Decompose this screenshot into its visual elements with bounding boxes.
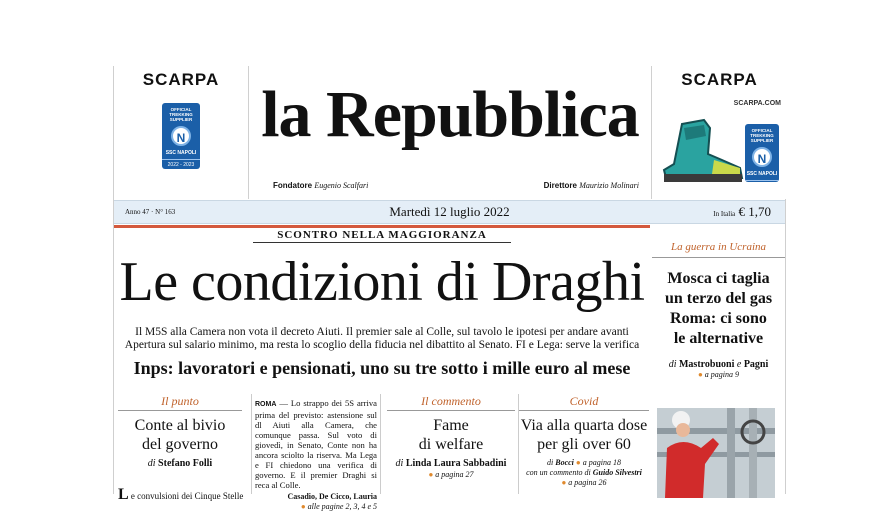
sidebar-label: La guerra in Ucraina [652,239,785,258]
column-title: Via alla quarta dose per gli over 60 [520,417,648,453]
ssc-napoli-badge: OFFICIAL TREKKING SUPPLIER N SSC NAPOLI 2022 - 2023 [162,103,200,169]
newspaper-front-page [113,66,786,511]
sidebar-ukraine[interactable] [652,239,785,494]
dateline-bar [114,200,785,224]
page-ref: ● a pagina 26 [561,478,607,487]
sidebar-headline: Mosca ci taglia un terzo del gas Roma: ci sono le alternative [664,270,773,347]
page-ref: ● a pagina 27 [428,470,474,479]
lead-kicker: SCONTRO NELLA MAGGIORANZA [253,229,511,243]
lead-headline[interactable]: Le condizioni di Draghi [119,251,645,313]
sponsor-site: SCARPA.COM [733,100,781,107]
scarpa-logo: SCARPA [681,70,758,89]
issue-number: Anno 47 · N° 163 [125,208,176,216]
column-il-punto[interactable] [118,394,242,494]
column-il-commento[interactable] [387,394,515,494]
trekking-boot-icon [660,116,744,186]
ssc-napoli-badge: OFFICIAL TREKKING SUPPLIER N SSC NAPOLI 2022 - 2023 [745,124,779,182]
column-title: Fame di welfare [418,417,484,453]
article-start: L e convulsioni dei Cinque Stelle [118,486,244,503]
second-headline[interactable]: Inps: lavoratori e pensionati, uno su tre sotto i mille euro al mese [133,358,631,378]
article-text: ROMA — Lo strappo dei 5S arriva prima del previsto: astensione sul dl Aiuti alla Camera, che comunque passa. Sul voto di giovedì, in Senato, Conte non ha ancora sciolto la riserva. Ma Lega e FI chiedono una verifica di governo. E il premier Draghi si reca al Colle. [255,398,378,490]
napoli-crest-icon: N [171,126,191,146]
comment-credit: con un commento di Guido Silvestri [526,468,642,477]
page-ref: ● alle pagine 2, 3, 4 e 5 [300,502,377,511]
lead-subhead-1: Il M5S alla Camera non vota il decreto Aiuti. Il premier sale al Colle, sul tavolo le ipotesi per andare avanti [135,326,629,338]
column-byline: di Stefano Folli [147,458,213,469]
column-byline: di Bocci ● a pagina 18 [547,458,621,467]
sidebar-byline: di Mastrobuoni e Pagni [668,359,769,370]
column-title: Conte al bivio del governo [134,417,226,453]
page-ref: ● a pagina 9 [697,370,740,379]
column-covid[interactable] [518,394,649,494]
napoli-crest-icon: N [752,147,772,167]
gas-worker-photo [657,408,775,498]
column-roma-report[interactable] [251,394,381,511]
lead-subhead-2: Apertura sul salario minimo, ma resta lo scoglio della fiducia nel dibattito al Senato. FI e Lega: serve la verifica [124,339,640,351]
column-label: Il commento [387,394,515,411]
sponsor-box-left[interactable] [114,66,249,199]
sponsor-box-right[interactable] [651,66,787,199]
accent-rule [114,225,650,228]
founder-credit: Fondatore Eugenio Scalfari [273,181,369,190]
newspaper-logo[interactable]: la Repubblica [261,78,639,151]
column-label: Il punto [118,394,242,411]
column-byline: di Linda Laura Sabbadini [395,458,507,469]
masthead [249,66,651,199]
scarpa-logo: SCARPA [142,70,220,89]
cover-price: In Italia € 1,70 [713,204,771,219]
issue-date: Martedì 12 luglio 2022 [389,204,510,219]
article-authors: Casadio, De Cicco, Lauria [287,492,377,501]
top-margin [0,0,880,66]
director-credit: Direttore Maurizio Molinari [543,181,639,190]
column-label: Covid [519,394,649,411]
